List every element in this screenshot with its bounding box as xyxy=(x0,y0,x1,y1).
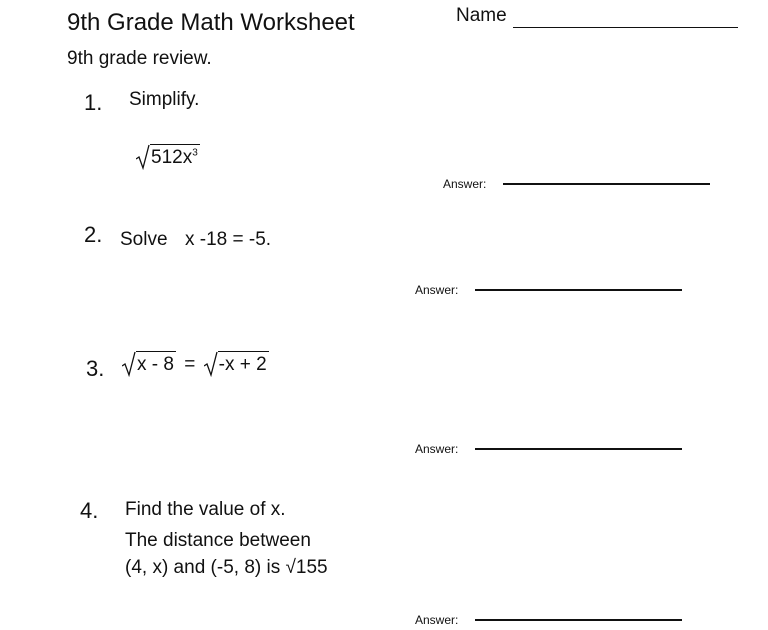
question-4-line-2: The distance between xyxy=(125,530,311,551)
question-1-radicand: 512x xyxy=(151,147,193,168)
question-1-expression xyxy=(136,144,200,170)
radical-sign-right xyxy=(204,351,269,377)
worksheet-title: 9th Grade Math Worksheet xyxy=(67,9,355,36)
question-1-exponent: 3 xyxy=(192,147,198,159)
question-2-prompt: Solve xyxy=(120,229,168,250)
answer-line-4[interactable] xyxy=(475,619,682,621)
answer-label-3: Answer: xyxy=(415,442,459,456)
question-4-radical: √155 xyxy=(285,557,328,578)
answer-line-2[interactable] xyxy=(475,289,682,291)
question-4-number: 4. xyxy=(80,498,99,523)
radical-icon xyxy=(122,351,136,377)
question-1-prompt: Simplify. xyxy=(129,89,200,110)
question-3-equation xyxy=(122,351,269,377)
question-1-number: 1. xyxy=(84,90,103,115)
question-4-line-1: Find the value of x. xyxy=(125,499,286,520)
name-label: Name xyxy=(456,5,507,26)
question-2-number: 2. xyxy=(84,222,103,247)
question-4-line-3-text: (4, x) and (-5, 8) is xyxy=(125,557,281,578)
radical-sign-left xyxy=(122,351,176,377)
radical-icon xyxy=(204,351,218,377)
question-3-number: 3. xyxy=(86,356,105,381)
answer-label-1: Answer: xyxy=(443,177,487,191)
name-line[interactable] xyxy=(513,27,738,28)
question-4-line-3 xyxy=(125,556,328,580)
question-3-left-radicand: x - 8 xyxy=(136,351,176,377)
answer-line-1[interactable] xyxy=(503,183,710,185)
worksheet-subtitle: 9th grade review. xyxy=(67,48,212,69)
question-3-right-radicand: -x + 2 xyxy=(218,351,269,377)
radical-icon xyxy=(136,144,150,170)
radical-sign xyxy=(136,144,200,170)
question-2-equation: x -18 = -5. xyxy=(185,229,272,250)
answer-label-2: Answer: xyxy=(415,283,459,297)
answer-label-4: Answer: xyxy=(415,613,459,627)
answer-line-3[interactable] xyxy=(475,448,682,450)
question-3-equals: = xyxy=(184,354,196,375)
